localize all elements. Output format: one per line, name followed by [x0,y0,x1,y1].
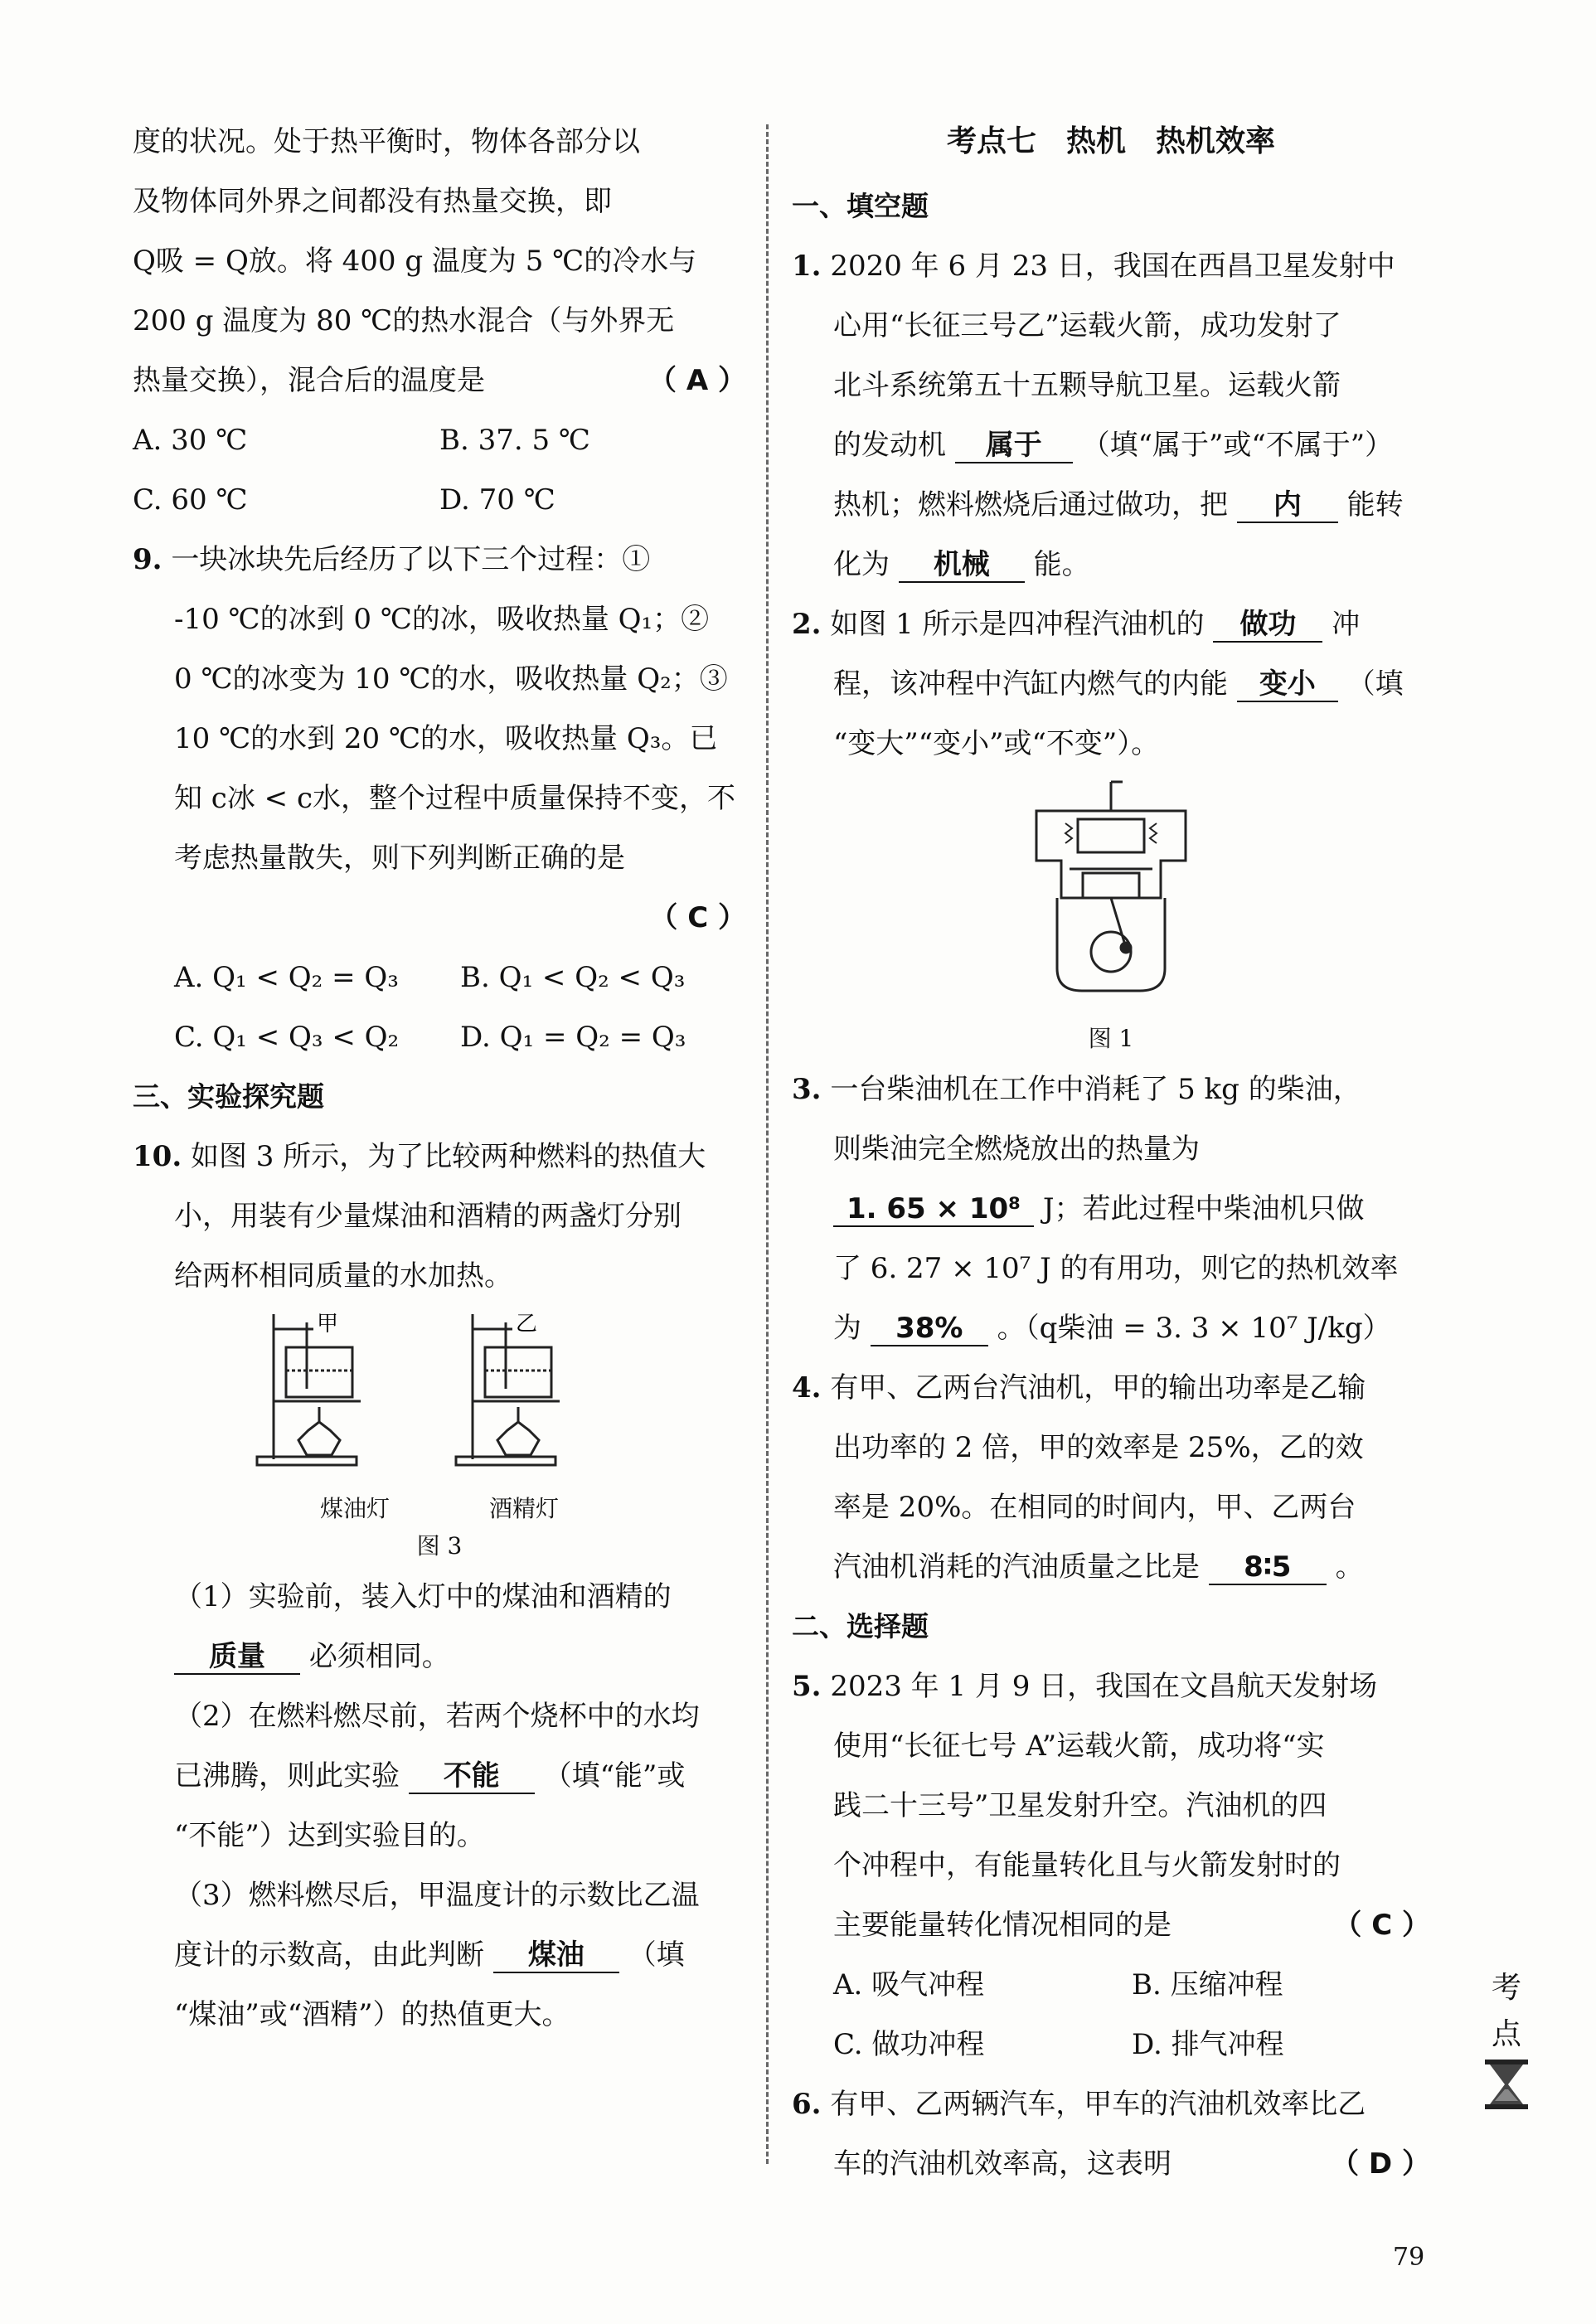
option: D. 排气冲程 [1132,2028,1284,2061]
text-line [133,888,746,948]
text-segment: 能。 [1033,548,1090,581]
burner-apparatus-diagram [249,1306,630,1472]
question-2 [792,594,1430,654]
text-line: 0 ℃的冰变为 10 ℃的水，吸收热量 Q₂；③ [174,662,728,696]
text-line [792,475,1430,535]
side-tab-char: 点 [1491,2017,1521,2051]
text-line: 北斗系统第五十五颗导航卫星。运载火箭 [833,369,1341,402]
text-line: 使用“长征七号 A”运载火箭，成功将“实 [833,1730,1325,1763]
engine-cylinder-diagram [1020,774,1202,997]
option: A. 30 ℃ [133,424,248,457]
answer-choice: （ A ） [648,364,746,397]
options-row [792,1955,1430,2015]
options-row [133,470,746,530]
text-line: （3）燃料燃尽后，甲温度计的示数比乙温 [174,1879,700,1912]
column-divider [766,124,769,2164]
option: C. 60 ℃ [133,483,248,517]
topic-title: 考点七 热机 热机效率 [946,124,1275,158]
text-line [792,1179,1430,1239]
kerosene-lamp-label: 煤油灯 [319,1495,390,1522]
answer-blank: 属于 [955,429,1073,463]
text-segment: 2020 年 6 月 23 日，我国在西昌卫星发射中 [830,250,1395,283]
text-line: “变大”“变小”或“不变”）。 [833,727,1160,760]
text-segment: 如图 3 所示，为了比较两种燃料的热值大 [190,1140,706,1173]
right-column [792,112,1430,2194]
text-segment: （填“能”或 [543,1759,686,1793]
option: D. 70 ℃ [439,483,555,517]
text-line: 个冲程中，有能量转化且与火箭发射时的 [833,1849,1341,1882]
option: C. Q₁ < Q₃ < Q₂ [174,1021,400,1054]
text-segment: 有甲、乙两台汽油机，甲的输出功率是乙输 [830,1371,1366,1405]
text-segment: 如图 1 所示是四冲程汽油机的 [830,608,1205,641]
text-line: （1）实验前，装入灯中的煤油和酒精的 [174,1580,672,1613]
hourglass-icon [1483,2058,1530,2111]
question-number: 9. [133,543,163,576]
text-line: 则柴油完全燃烧放出的热量为 [833,1133,1200,1166]
text-segment: （填 [1346,667,1404,701]
text-segment: 化为 [833,548,890,581]
question-5 [792,1657,1430,1716]
question-number: 10. [133,1140,182,1173]
text-segment: 热机；燃料燃烧后通过做功，把 [833,488,1228,522]
answer-blank: 机械 [899,548,1025,583]
question-number: 6. [792,2088,822,2121]
question-4 [792,1358,1430,1418]
text-segment: 汽油机消耗的汽油质量之比是 [833,1550,1200,1584]
question-3 [792,1060,1430,1119]
question-number: 1. [792,250,822,283]
answer-choice: （ C ） [649,901,746,934]
text-line [792,1895,1430,1955]
question-10 [133,1127,746,1186]
question-number: 2. [792,608,822,641]
text-line: 率是 20%。在相同的时间内，甲、乙两台 [833,1491,1356,1524]
options-row [133,948,746,1007]
text-line [792,1537,1430,1597]
text-line: 出功率的 2 倍，甲的效率是 25%，乙的效 [833,1431,1364,1464]
text-line: “煤油”或“酒精”）的热值更大。 [174,1998,570,2031]
answer-blank: 变小 [1237,667,1338,702]
text-line: 及物体同外界之间都没有热量交换，即 [133,185,612,218]
figure-1 [792,774,1430,1060]
text-line: 度的状况。处于热平衡时，物体各部分以 [133,125,640,158]
text-line: （2）在燃料燃尽前，若两个烧杯中的水均 [174,1700,700,1733]
text-line: Q吸 = Q放。将 400 g 温度为 5 ℃的冷水与 [133,245,697,278]
text-segment: （填 [628,1938,685,1972]
text-line [792,2134,1430,2194]
answer-blank: 8∶5 [1209,1550,1327,1585]
text-line: 了 6. 27 × 10⁷ J 的有用功，则它的热机效率 [833,1252,1399,1285]
text-segment: 有甲、乙两辆汽车，甲车的汽油机效率比乙 [830,2088,1366,2121]
alcohol-lamp-label: 酒精灯 [489,1495,560,1522]
text-line: 心用“长征三号乙”运载火箭，成功发射了 [833,309,1341,342]
text-line: -10 ℃的冰到 0 ℃的冰，吸收热量 Q₁；② [174,603,710,636]
answer-blank: 煤油 [493,1938,619,1973]
text-segment: 度计的示数高，由此判断 [174,1938,484,1972]
text-segment: 冲 [1332,608,1361,641]
option: C. 做功冲程 [833,2028,985,2061]
option: B. 压缩冲程 [1132,1968,1283,2001]
text-line: 知 c冰 < c水，整个过程中质量保持不变，不 [174,782,735,815]
question-number: 3. [792,1073,822,1106]
side-tab [1477,1965,1535,2125]
figure-caption: 图 3 [416,1532,463,1560]
text-line: “不能”）达到实验目的。 [174,1819,485,1852]
section-heading: 一、填空题 [792,190,929,222]
text-segment: 一台柴油机在工作中消耗了 5 kg 的柴油， [830,1073,1361,1106]
text-segment: 主要能量转化情况相同的是 [833,1909,1172,1942]
section-heading: 二、选择题 [792,1610,929,1642]
text-line [792,415,1430,475]
option: B. 37. 5 ℃ [439,424,590,457]
text-line: 10 ℃的水到 20 ℃的水，吸收热量 Q₃。已 [174,722,718,755]
answer-choice: （ D ） [1331,2147,1430,2181]
left-column [133,112,746,2045]
text-line: 践二十三号”卫星发射升空。汽油机的四 [833,1789,1327,1822]
text-segment: J；若此过程中柴油机只做 [1042,1192,1365,1225]
text-segment: 为 [833,1312,861,1345]
answer-blank: 不能 [409,1759,535,1794]
text-segment: 车的汽油机效率高，这表明 [833,2147,1172,2181]
text-segment: 。 [1335,1550,1364,1584]
figure-3 [133,1306,746,1567]
answer-choice: （ C ） [1333,1909,1430,1942]
answer-blank: 内 [1237,488,1338,523]
page-number: 79 [1393,2243,1425,2272]
question-number: 5. [792,1670,822,1703]
text-segment: 一块冰块先后经历了以下三个过程：① [171,543,651,576]
thermometer-label-jia: 甲 [317,1312,339,1337]
text-line [133,1746,746,1806]
answer-blank: 质量 [174,1640,300,1675]
text-segment: 热量交换），混合后的温度是 [133,364,485,397]
side-tab-char: 考 [1491,1971,1521,2005]
answer-blank: 做功 [1213,608,1322,643]
figure-caption: 图 1 [1088,1025,1134,1052]
option: A. Q₁ < Q₂ = Q₃ [174,961,399,994]
text-line [792,535,1430,594]
text-segment: 能转 [1346,488,1404,522]
figure-labels [133,1492,746,1526]
text-line: 小，用装有少量煤油和酒精的两盏灯分别 [174,1200,682,1233]
options-row [792,2015,1430,2074]
question-1 [792,236,1430,296]
text-line [792,654,1430,714]
answer-blank: 38% [871,1312,988,1346]
options-row [133,1007,746,1067]
text-segment: 已沸腾，则此实验 [174,1759,400,1793]
section-heading: 三、实验探究题 [133,1080,324,1113]
text-line [133,1925,746,1985]
text-line: 给两杯相同质量的水加热。 [174,1259,512,1293]
option: A. 吸气冲程 [833,1968,985,2001]
text-segment: 必须相同。 [308,1640,450,1673]
options-row [133,410,746,470]
thermometer-label-yi: 乙 [516,1312,538,1337]
text-line [133,1627,746,1686]
question-9 [133,530,746,589]
text-segment: 的发动机 [833,429,946,462]
option: B. Q₁ < Q₂ < Q₃ [460,961,686,994]
option: D. Q₁ = Q₂ = Q₃ [460,1021,686,1054]
text-line: 考虑热量散失，则下列判断正确的是 [174,842,625,875]
answer-blank: 1. 65 × 10⁸ [833,1192,1034,1227]
text-segment: 程，该冲程中汽缸内燃气的内能 [833,667,1228,701]
question-6 [792,2074,1430,2134]
text-segment: （填“属于”或“不属于”） [1081,429,1394,462]
text-line [133,351,746,410]
text-line [792,1298,1430,1358]
text-segment: 。（q柴油 = 3. 3 × 10⁷ J/kg） [997,1312,1391,1345]
question-number: 4. [792,1371,822,1405]
text-segment: 2023 年 1 月 9 日，我国在文昌航天发射场 [830,1670,1378,1703]
text-line: 200 g 温度为 80 ℃的热水混合（与外界无 [133,304,675,337]
